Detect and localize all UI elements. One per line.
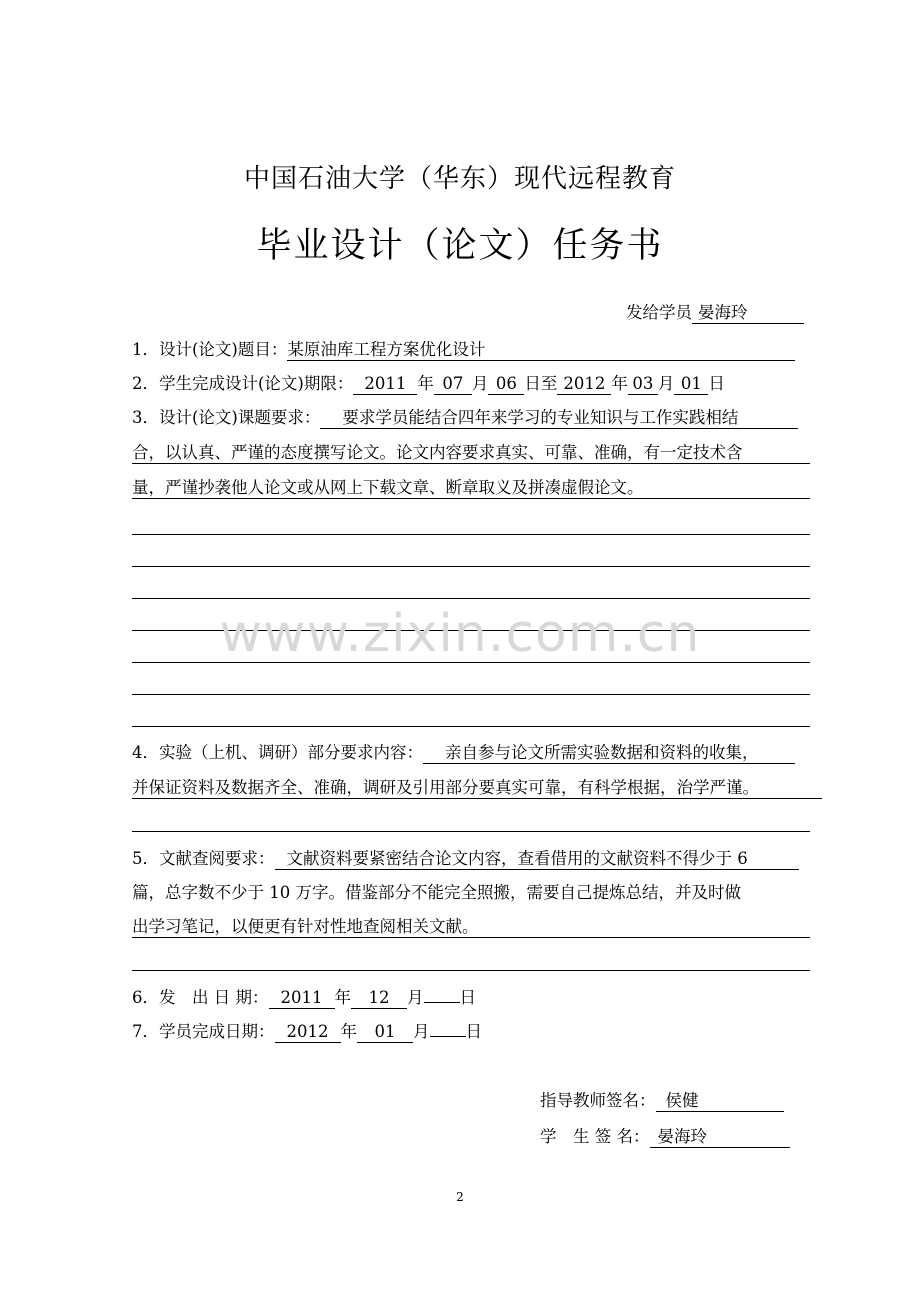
advisor-signature-line xyxy=(540,1090,784,1112)
item2-month-char-1: 月 xyxy=(471,374,489,393)
blank-rule-8 xyxy=(132,831,810,832)
item6-label: 6．发 出 日 期： xyxy=(132,988,269,1007)
item6-day xyxy=(424,1002,460,1003)
item2-label: 2．学生完成设计(论文)期限： xyxy=(132,374,354,393)
item7-month-char: 月 xyxy=(413,1022,430,1041)
item3-text-line1: 要求学员能结合四年来学习的专业知识与工作实践相结 xyxy=(320,408,798,429)
item2-year-char-1: 年 xyxy=(417,374,434,393)
item6-year-char: 年 xyxy=(334,988,351,1007)
item2-start-day: 06 xyxy=(488,374,524,395)
item5-line3 xyxy=(132,916,810,938)
document-title: 毕业设计（论文）任务书 xyxy=(256,226,664,266)
item4-text-line2: 并保证资料及数据齐全、准确，调研及引用部分要真实可靠，有科学根据，治学严谨。 xyxy=(132,778,822,799)
item4-line2 xyxy=(132,777,822,799)
item6-year: 2011 xyxy=(269,988,335,1009)
item2-line xyxy=(132,373,725,395)
item2-day-char: 日 xyxy=(708,374,725,393)
item7-label: 7．学员完成日期： xyxy=(132,1022,275,1041)
item6-line xyxy=(132,987,476,1009)
item3-text-line3: 量，严谨抄袭他人论文或从网上下载文章、断章取义及拼凑虚假论文。 xyxy=(132,478,810,499)
watermark-text: www.zixin.com.cn xyxy=(219,604,701,664)
item2-end-year: 2012 xyxy=(557,374,611,395)
item2-start-year: 2011 xyxy=(353,374,417,395)
institution-heading: 中国石油大学（华东）现代远程教育 xyxy=(243,164,676,194)
item3-line1 xyxy=(132,407,798,429)
advisor-signature-label: 指导教师签名： xyxy=(540,1091,656,1110)
item3-label: 3．设计(论文)课题要求： xyxy=(132,408,321,427)
issued-to-line xyxy=(626,302,804,324)
blank-rule-7 xyxy=(132,726,810,727)
item7-day xyxy=(430,1036,466,1037)
item2-month-char-2: 月 xyxy=(657,374,675,393)
item2-year-char-2: 年 xyxy=(611,374,628,393)
item3-line3 xyxy=(132,477,810,499)
blank-rule-6 xyxy=(132,694,810,695)
issued-to-label: 发给学员 xyxy=(626,303,692,322)
item4-label: 4．实验（上机、调研）部分要求内容： xyxy=(132,743,423,762)
item5-label: 5．文献查阅要求： xyxy=(132,849,275,868)
item7-line xyxy=(132,1021,482,1043)
student-signature-name: 晏海玲 xyxy=(650,1127,790,1148)
blank-rule-2 xyxy=(132,566,810,567)
student-signature-line xyxy=(540,1126,790,1148)
item2-start-month: 07 xyxy=(434,374,472,395)
item4-line1 xyxy=(132,742,795,764)
item4-text-line1: 亲自参与论文所需实验数据和资料的收集， xyxy=(423,743,795,764)
item2-to-text: 日至 xyxy=(524,374,558,393)
item1-label: 1．设计(论文)题目： xyxy=(132,340,288,359)
item6-month-char: 月 xyxy=(407,988,424,1007)
item3-line2 xyxy=(132,442,810,464)
item6-day-char: 日 xyxy=(459,988,476,1007)
item7-month: 01 xyxy=(357,1022,413,1043)
item7-day-char: 日 xyxy=(465,1022,482,1041)
item1-value: 某原油库工程方案优化设计 xyxy=(287,340,795,361)
issued-to-name: 晏海玲 xyxy=(692,303,804,324)
item5-line1 xyxy=(132,848,799,870)
item5-text-line3: 出学习笔记，以便更有针对性地查阅相关文献。 xyxy=(132,917,810,938)
page-number: 2 xyxy=(456,1190,464,1204)
item7-year-char: 年 xyxy=(340,1022,357,1041)
student-signature-label: 学 生 签 名： xyxy=(540,1127,650,1146)
item1-line xyxy=(132,339,795,361)
item7-year: 2012 xyxy=(275,1022,341,1043)
blank-rule-3 xyxy=(132,598,810,599)
item2-end-month: 03 xyxy=(628,374,658,395)
blank-rule-1 xyxy=(132,534,810,535)
blank-rule-9 xyxy=(132,970,810,971)
item6-month: 12 xyxy=(351,988,407,1009)
item3-text-line2: 合，以认真、严谨的态度撰写论文。论文内容要求真实、可靠、准确，有一定技术含 xyxy=(132,443,810,464)
item5-text-line2: 篇，总字数不少于 10 万字。借鉴部分不能完全照搬，需要自己提炼总结，并及时做 xyxy=(132,883,741,902)
advisor-signature-name: 侯健 xyxy=(656,1091,784,1112)
item2-end-day: 01 xyxy=(674,374,708,395)
item5-text-line1: 文献资料要紧密结合论文内容，查看借用的文献资料不得少于 6 xyxy=(275,849,799,870)
item5-line2 xyxy=(132,882,741,904)
